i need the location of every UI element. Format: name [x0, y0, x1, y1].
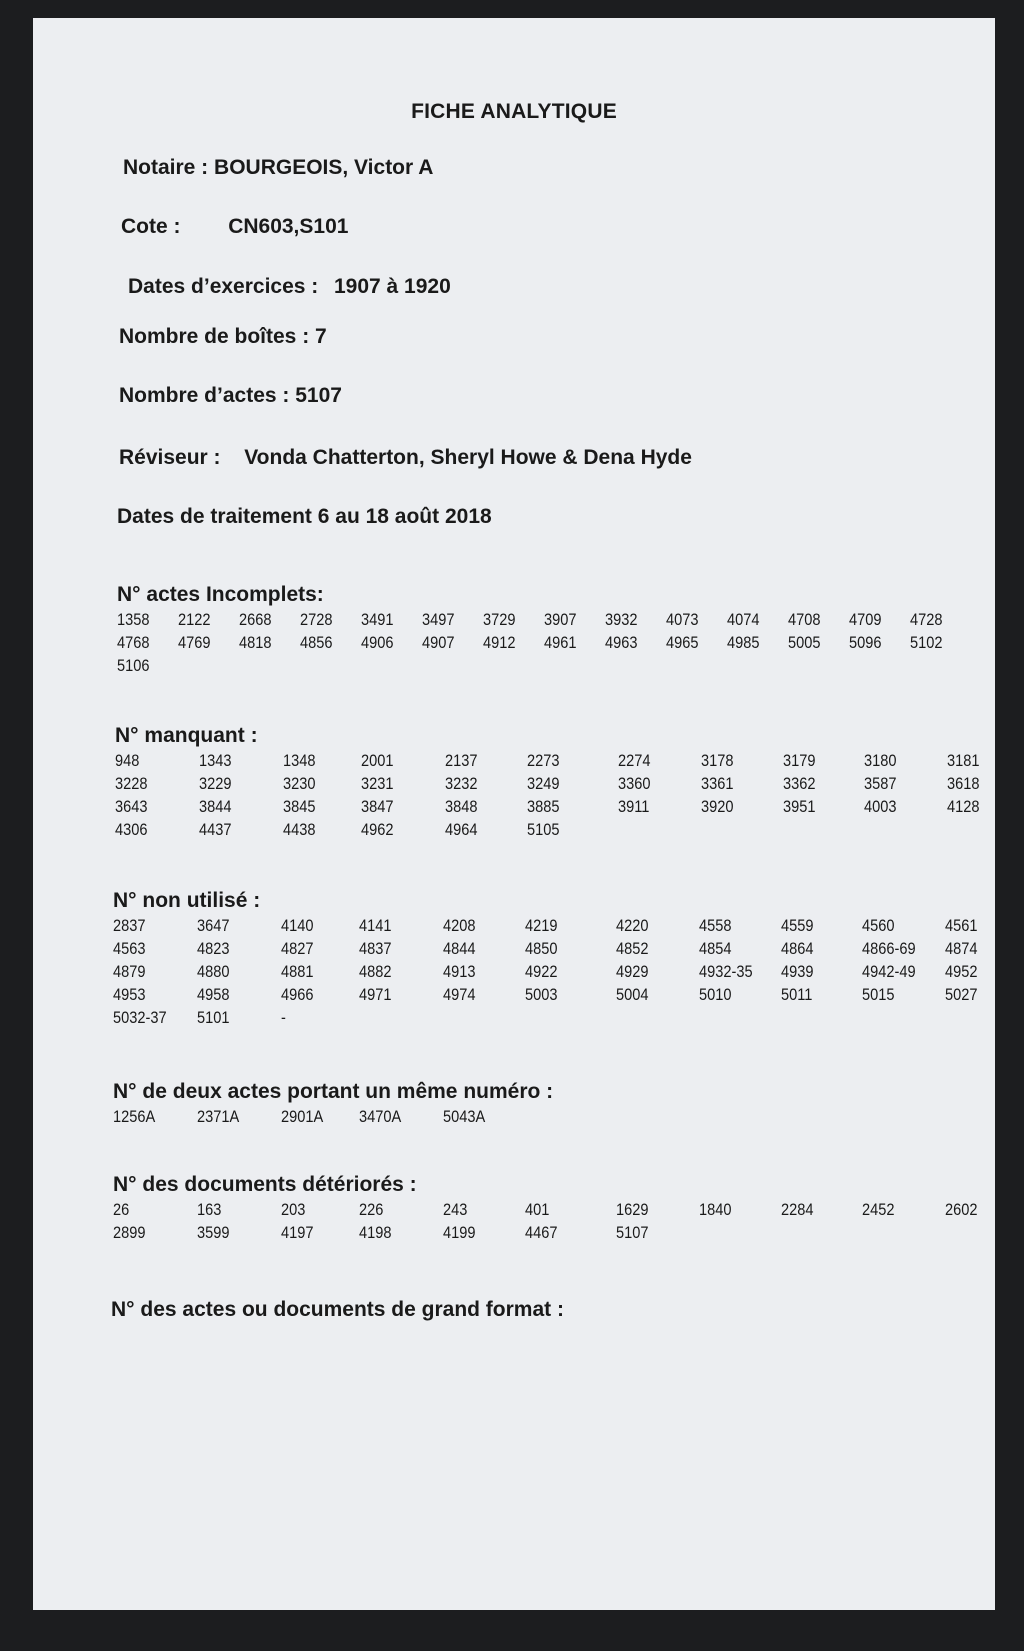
number-entry: - [280, 1008, 286, 1027]
number-entry: 4974 [442, 985, 476, 1004]
notaire-field [123, 156, 433, 180]
document-title: FICHE ANALYTIQUE [411, 100, 617, 123]
number-entry: 4880 [196, 962, 230, 981]
number-entry: 4922 [524, 962, 558, 981]
number-entry: 4952 [944, 962, 978, 981]
number-entry: 4879 [113, 962, 146, 981]
number-entry: 3643 [115, 797, 148, 816]
number-entry: 3178 [700, 751, 734, 770]
number-entry: 3911 [617, 797, 650, 816]
number-entry: 3179 [782, 751, 816, 770]
number-entry: 2837 [113, 916, 146, 935]
number-entry: 5105 [526, 820, 560, 839]
dates-exercices-label: Dates d’exercices : [128, 275, 319, 298]
number-entry: 4818 [238, 633, 272, 652]
number-entry: 3847 [360, 797, 394, 816]
number-entry: 4912 [482, 633, 516, 652]
dates-traitement-label: Dates de traitement [117, 505, 312, 528]
nombre-boites-value: 7 [315, 325, 327, 348]
number-entry: 5011 [780, 985, 813, 1004]
number-entry: 3599 [196, 1223, 230, 1242]
number-entry: 5010 [698, 985, 732, 1004]
number-entry: 4939 [780, 962, 814, 981]
number-entry: 4558 [698, 916, 732, 935]
deteriores-heading: N° des documents détériorés : [113, 1173, 417, 1196]
number-entry: 948 [115, 751, 140, 770]
number-entry: 1343 [198, 751, 232, 770]
number-entry: 2668 [238, 610, 272, 629]
number-entry: 226 [358, 1200, 384, 1219]
number-entry: 4985 [726, 633, 760, 652]
number-entry: 3729 [482, 610, 516, 629]
number-entry: 5005 [787, 633, 821, 652]
number-entry: 4906 [360, 633, 394, 652]
number-entry: 2284 [780, 1200, 814, 1219]
number-entry: 4467 [524, 1223, 558, 1242]
number-entry: 4074 [726, 610, 760, 629]
number-entry: 401 [524, 1200, 550, 1219]
number-entry: 4854 [698, 939, 732, 958]
number-entry: 4844 [442, 939, 476, 958]
number-entry: 3844 [198, 797, 232, 816]
number-entry: 4003 [863, 797, 897, 816]
number-entry: 4827 [280, 939, 314, 958]
number-entry: 4198 [358, 1223, 392, 1242]
number-entry: 2273 [526, 751, 560, 770]
cote-value: CN603,S101 [228, 215, 349, 238]
number-entry: 4769 [177, 633, 211, 652]
number-entry: 4971 [358, 985, 392, 1004]
number-entry: 3587 [863, 774, 897, 793]
number-entry: 3229 [198, 774, 232, 793]
number-entry: 5027 [944, 985, 978, 1004]
document-page [33, 18, 995, 1610]
number-entry: 3491 [360, 610, 394, 629]
number-entry: 1256A [113, 1107, 156, 1126]
number-entry: 3848 [444, 797, 478, 816]
number-entry: 4220 [615, 916, 649, 935]
number-entry: 5043A [442, 1107, 486, 1126]
number-entry: 1629 [615, 1200, 649, 1219]
number-entry: 4128 [946, 797, 980, 816]
number-entry: 1358 [117, 610, 150, 629]
number-entry: 4882 [358, 962, 392, 981]
number-entry: 26 [113, 1200, 130, 1219]
number-entry: 4907 [421, 633, 455, 652]
meme-numero-heading: N° de deux actes portant un même numéro : [113, 1080, 554, 1103]
number-entry: 4965 [665, 633, 699, 652]
number-entry: 4856 [299, 633, 333, 652]
nombre-actes-value: 5107 [295, 384, 342, 407]
number-entry: 4942-49 [861, 962, 916, 981]
number-entry: 3845 [282, 797, 316, 816]
number-entry: 3932 [604, 610, 638, 629]
notaire-value: BOURGEOIS, Victor A [214, 156, 434, 179]
dates-exercices-field [128, 275, 451, 299]
number-entry: 1840 [698, 1200, 732, 1219]
number-entry: 163 [196, 1200, 222, 1219]
cote-field [121, 215, 348, 239]
number-entry: 2371A [196, 1107, 240, 1126]
number-entry: 4866-69 [861, 939, 916, 958]
number-entry: 4199 [442, 1223, 476, 1242]
reviseur-field [119, 446, 692, 470]
number-entry: 203 [280, 1200, 306, 1219]
number-entry: 4709 [848, 610, 882, 629]
nombre-boites-field [119, 325, 327, 349]
cote-label: Cote : [121, 215, 181, 238]
number-entry: 5003 [524, 985, 558, 1004]
number-entry: 4560 [861, 916, 895, 935]
number-entry: 3951 [782, 797, 816, 816]
number-entry: 243 [442, 1200, 468, 1219]
number-entry: 4140 [280, 916, 314, 935]
number-entry: 3470A [358, 1107, 402, 1126]
number-entry: 4438 [282, 820, 316, 839]
number-entry: 4306 [115, 820, 148, 839]
number-entry: 5107 [615, 1223, 649, 1242]
reviseur-label: Réviseur : [119, 446, 221, 469]
number-entry: 2728 [299, 610, 333, 629]
number-entry: 3360 [617, 774, 651, 793]
notaire-label: Notaire : [123, 156, 209, 179]
number-entry: 5015 [861, 985, 895, 1004]
number-entry: 3361 [700, 774, 734, 793]
number-entry: 4768 [117, 633, 150, 652]
number-entry: 2899 [113, 1223, 146, 1242]
manquant-heading: N° manquant : [115, 724, 258, 747]
number-entry: 2602 [944, 1200, 978, 1219]
nombre-actes-field [119, 384, 342, 408]
incomplets-heading: N° actes Incomplets: [117, 583, 324, 606]
number-entry: 3885 [526, 797, 560, 816]
nombre-actes-label: Nombre d’actes : [119, 384, 290, 407]
number-entry: 3920 [700, 797, 734, 816]
number-entry: 4559 [780, 916, 814, 935]
number-entry: 4874 [944, 939, 978, 958]
dates-exercices-value: 1907 à 1920 [333, 275, 451, 298]
number-entry: 3249 [526, 774, 560, 793]
grand-format-heading: N° des actes ou documents de grand format : [111, 1298, 564, 1321]
number-entry: 1348 [282, 751, 316, 770]
number-entry: 4963 [604, 633, 638, 652]
number-entry: 3618 [946, 774, 980, 793]
number-entry: 4881 [280, 962, 314, 981]
number-entry: 3181 [946, 751, 980, 770]
number-entry: 3228 [115, 774, 148, 793]
number-entry: 4823 [196, 939, 230, 958]
number-entry: 4966 [280, 985, 314, 1004]
number-entry: 5102 [909, 633, 943, 652]
number-entry: 3647 [196, 916, 230, 935]
number-entry: 4962 [360, 820, 394, 839]
number-entry: 5106 [117, 656, 150, 675]
dates-traitement-field [117, 505, 492, 529]
number-entry: 2901A [280, 1107, 324, 1126]
number-entry: 4958 [196, 985, 230, 1004]
number-entry: 4563 [113, 939, 146, 958]
number-entry: 4219 [524, 916, 558, 935]
number-entry: 4929 [615, 962, 649, 981]
number-entry: 4961 [543, 633, 577, 652]
number-entry: 3231 [360, 774, 394, 793]
number-entry: 3232 [444, 774, 478, 793]
number-entry: 2137 [444, 751, 478, 770]
number-entry: 4437 [198, 820, 232, 839]
number-entry: 4850 [524, 939, 558, 958]
number-entry: 3230 [282, 774, 316, 793]
number-entry: 3362 [782, 774, 816, 793]
number-entry: 4728 [909, 610, 943, 629]
number-entry: 5101 [196, 1008, 230, 1027]
reviseur-value: Vonda Chatterton, Sheryl Howe & Dena Hyde [244, 446, 692, 469]
number-entry: 3497 [421, 610, 455, 629]
number-entry: 5096 [848, 633, 882, 652]
number-entry: 4964 [444, 820, 478, 839]
number-entry: 4141 [358, 916, 392, 935]
number-entry: 4864 [780, 939, 814, 958]
number-entry: 4852 [615, 939, 649, 958]
number-entry: 4197 [280, 1223, 314, 1242]
number-entry: 5004 [615, 985, 649, 1004]
number-entry: 4073 [665, 610, 699, 629]
number-entry: 3907 [543, 610, 577, 629]
number-entry: 5032-37 [113, 1008, 167, 1027]
nombre-boites-label: Nombre de boîtes : [119, 325, 310, 348]
number-entry: 2122 [177, 610, 211, 629]
number-entry: 4837 [358, 939, 392, 958]
number-entry: 2274 [617, 751, 651, 770]
number-entry: 2001 [360, 751, 394, 770]
number-entry: 4561 [944, 916, 978, 935]
dates-traitement-value: 6 au 18 août 2018 [317, 505, 492, 528]
number-entry: 4932-35 [698, 962, 753, 981]
number-entry: 2452 [861, 1200, 895, 1219]
number-entry: 4913 [442, 962, 476, 981]
number-entry: 4953 [113, 985, 146, 1004]
non-utilise-heading: N° non utilisé : [113, 889, 261, 912]
number-entry: 3180 [863, 751, 897, 770]
number-entry: 4208 [442, 916, 476, 935]
number-entry: 4708 [787, 610, 821, 629]
